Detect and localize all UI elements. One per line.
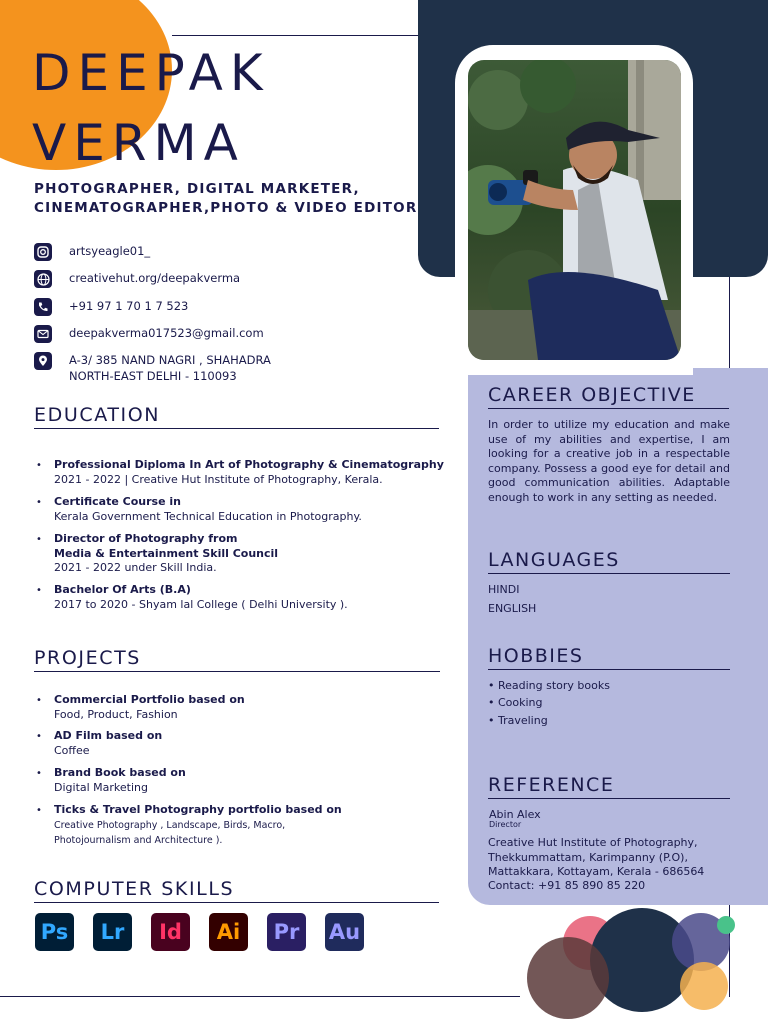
indesign-icon: Id <box>151 913 190 951</box>
project-item-detail: Creative Photography , Landscape, Birds, Macro, <box>54 819 286 831</box>
reference-line: Mattakkara, Kottayam, Kerala - 686564 <box>488 865 705 878</box>
illustrator-icon: Ai <box>209 913 248 951</box>
language-item: ENGLISH <box>488 602 537 615</box>
reference-line: Creative Hut Institute of Photography, <box>488 836 698 849</box>
project-item-detail: Digital Marketing <box>54 780 148 794</box>
project-item: • AD Film based on Coffee <box>36 729 163 757</box>
education-item-detail: 2021 - 2022 under Skill India. <box>54 561 217 574</box>
education-item: • Certificate Course in Kerala Government Technical Education in Photography. <box>36 495 362 523</box>
project-item: • Ticks & Travel Photography portfolio based on Creative Photography , Landscape, Birds, Macro, Photojournalism and Architecture ). <box>36 803 342 846</box>
email-address: deepakverma017523@gmail.com <box>69 326 264 340</box>
reference-name: Abin Alex <box>489 808 541 821</box>
instagram-handle: artsyeagle01_ <box>69 244 151 258</box>
project-item: • Brand Book based on Digital Marketing <box>36 766 186 794</box>
decorative-circles <box>520 900 768 1024</box>
hobby-item: • Cooking <box>488 696 543 709</box>
project-item-detail: Coffee <box>54 743 90 757</box>
education-item: • Bachelor Of Arts (B.A) 2017 to 2020 - Shyam lal College ( Delhi University ). <box>36 583 348 611</box>
job-title-line-2: CINEMATOGRAPHER,PHOTO & VIDEO EDITOR <box>34 200 418 216</box>
project-item-detail: Food, Product, Fashion <box>54 707 178 721</box>
instagram-icon <box>34 243 52 261</box>
education-item-title: Certificate Course in <box>54 495 181 508</box>
phone-icon <box>34 298 52 316</box>
language-item: HINDI <box>488 583 520 596</box>
project-item-title: Brand Book based on <box>54 766 186 779</box>
education-item-detail: Kerala Government Technical Education in Photography. <box>54 509 362 523</box>
project-item-detail-2: Photojournalism and Architecture ). <box>54 834 223 846</box>
project-item-title: Ticks & Travel Photography portfolio based on <box>54 803 342 816</box>
project-item: • Commercial Portfolio based on Food, Product, Fashion <box>36 693 245 721</box>
education-item-detail: 2021 - 2022 | Creative Hut Institute of Photography, Kerala. <box>54 472 383 486</box>
education-heading: EDUCATION <box>34 404 439 429</box>
education-item: • Professional Diploma In Art of Photography & Cinematography 2021 - 2022 | Creative Hut Institute of Photography, Kerala. <box>36 458 444 486</box>
contact-instagram[interactable] <box>34 243 150 261</box>
reference-role: Director <box>489 820 522 829</box>
education-item-title-2: Media & Entertainment Skill Council <box>54 546 279 560</box>
hobby-item: • Reading story books <box>488 679 610 692</box>
education-item-title: Director of Photography from <box>54 532 238 545</box>
hobby-item: • Traveling <box>488 714 548 727</box>
audition-icon: Au <box>325 913 364 951</box>
education-item: • Director of Photography from Media & Entertainment Skill Council 2021 - 2022 under Skill India. <box>36 532 279 574</box>
education-item-detail: 2017 to 2020 - Shyam lal College ( Delhi University ). <box>54 597 348 611</box>
profile-photo <box>468 60 681 360</box>
premiere-pro-icon: Pr <box>267 913 306 951</box>
hobbies-heading: HOBBIES <box>488 645 730 670</box>
contact-website[interactable] <box>34 270 240 288</box>
project-item-title: Commercial Portfolio based on <box>54 693 245 706</box>
photoshop-icon: Ps <box>35 913 74 951</box>
career-objective-text: In order to utilize my education and make use of my abilities and expertise, I am looking for a creative job in a respectable company. Possess a good eye for detail and good communication abilities. Adaptable enough to work in any setting as needed. <box>488 418 730 504</box>
address-line-2: NORTH-EAST DELHI - 110093 <box>69 369 237 383</box>
contact-address <box>34 352 271 384</box>
career-objective-heading: CAREER OBJECTIVE <box>488 384 729 409</box>
frame-line-top <box>172 35 418 36</box>
projects-heading: PROJECTS <box>34 647 440 672</box>
reference-contact: Contact: +91 85 890 85 220 <box>488 879 646 892</box>
education-item-title: Bachelor Of Arts (B.A) <box>54 583 191 596</box>
email-icon <box>34 325 52 343</box>
contact-email[interactable] <box>34 325 264 343</box>
computer-skills-heading: COMPUTER SKILLS <box>34 878 439 903</box>
contact-phone[interactable] <box>34 298 188 316</box>
reference-heading: REFERENCE <box>488 774 730 799</box>
lightroom-icon: Lr <box>93 913 132 951</box>
website-url: creativehut.org/deepakverma <box>69 271 241 285</box>
location-icon <box>34 352 52 370</box>
globe-icon <box>34 270 52 288</box>
frame-line-bottom <box>0 996 520 997</box>
job-title-line-1: PHOTOGRAPHER, DIGITAL MARKETER, <box>34 181 360 197</box>
phone-number: +91 97 1 70 1 7 523 <box>69 299 189 313</box>
reference-line: Thekkummattam, Karimpanny (P.O), <box>488 851 688 864</box>
languages-heading: LANGUAGES <box>488 549 730 574</box>
project-item-title: AD Film based on <box>54 729 163 742</box>
first-name: DEEPAK <box>32 44 270 102</box>
last-name: VERMA <box>32 114 245 172</box>
address-line-1: A-3/ 385 NAND NAGRI , SHAHADRA <box>69 353 271 367</box>
education-item-title: Professional Diploma In Art of Photography & Cinematography <box>54 458 444 471</box>
